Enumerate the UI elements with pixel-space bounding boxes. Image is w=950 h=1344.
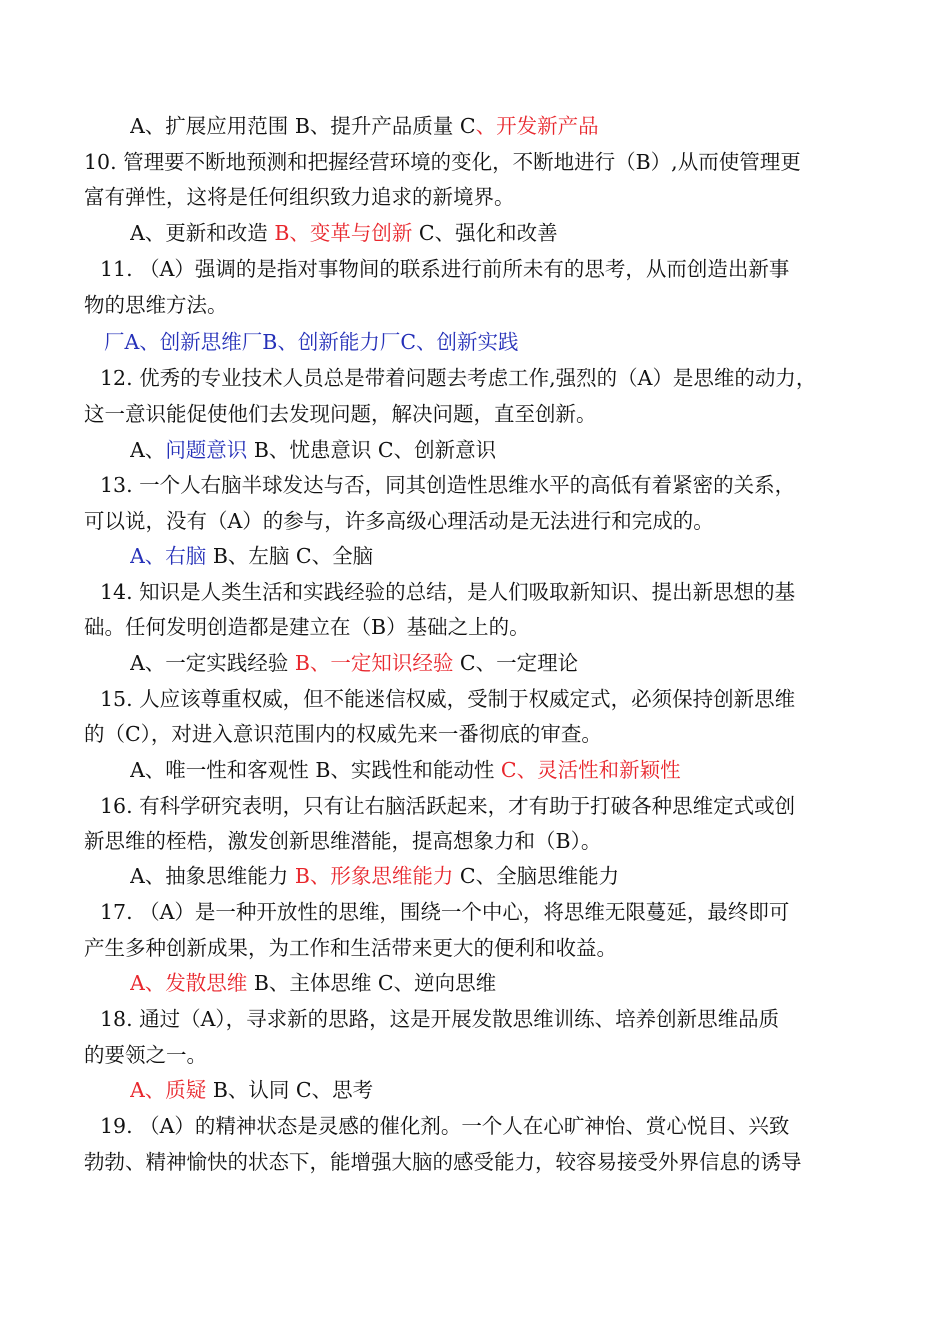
q12-options: A、问题意识 B、忧患意识 C、创新意识 (130, 438, 497, 462)
q14-stem-line-2: 础。任何发明创造都是建立在（B）基础之上的。 (84, 615, 530, 639)
q13-options: A、右脑 B、左脑 C、全脑 (130, 544, 374, 568)
q10-stem-line-1: 10. 管理要不断地预测和把握经营环境的变化，不断地进行（B）,从而使管理更 (84, 150, 801, 174)
q9-answer-option: 、开发新产品 (475, 114, 599, 138)
q19-stem-line-2: 勃勃、精神愉快的状态下，能增强大脑的感受能力，较容易接受外界信息的诱导 (84, 1150, 802, 1174)
q18-options: A、质疑 B、认同 C、思考 (130, 1078, 374, 1102)
q16-answer-option: B、形象思维能力 (294, 864, 454, 888)
q9-options-text: A、扩展应用范围 B、提升产品质量 C (130, 114, 476, 138)
q13-stem-line-1: 13. 一个人右脑半球发达与否，同其创造性思维水平的高低有着紧密的关系， (100, 473, 796, 497)
q17-options: A、发散思维 B、主体思维 C、逆向思维 (130, 971, 497, 995)
q12-answer-option: 问题意识 (165, 438, 248, 462)
q15-stem-line-1: 15. 人应该尊重权威，但不能迷信权威，受制于权威定式，必须保持创新思维 (100, 687, 796, 711)
q10-options: A、更新和改造 B、变革与创新 C、强化和改善 (130, 221, 558, 245)
q17-stem-line-1: 17. （A）是一种开放性的思维，围绕一个中心，将思维无限蔓延，最终即可 (100, 900, 790, 924)
q15-options: A、唯一性和客观性 B、实践性和能动性 C、灵活性和新颖性 (130, 758, 681, 782)
q13-stem-line-2: 可以说，没有（A）的参与，许多高级心理活动是无法进行和完成的。 (84, 509, 714, 533)
q18-stem-line-2: 的要领之一。 (84, 1043, 207, 1067)
q19-stem-line-1: 19. （A）的精神状态是灵感的催化剂。一个人在心旷神怡、赏心悦目、兴致 (100, 1114, 790, 1138)
q16-stem-line-1: 16. 有科学研究表明，只有让右脑活跃起来，才有助于打破各种思维定式或创 (100, 794, 796, 818)
q13-answer-option: A、右脑 (130, 544, 207, 568)
q12-stem-line-2: 这一意识能促使他们去发现问题，解决问题，直至创新。 (84, 402, 597, 426)
q17-answer-option: A、发散思维 (130, 971, 248, 995)
q11-options: 厂A、创新思维厂B、创新能力厂C、创新实践 (104, 330, 519, 354)
q14-options: A、一定实践经验 B、一定知识经验 C、一定理论 (130, 651, 579, 675)
q9-options (130, 111, 920, 141)
q12-stem-line-1: 12. 优秀的专业技术人员总是带着问题去考虑工作,强烈的（A）是思维的动力， (100, 366, 817, 390)
q15-answer-option: C、灵活性和新颖性 (500, 758, 681, 782)
q18-stem-line-1: 18. 通过（A），寻求新的思路，这是开展发散思维训练、培养创新思维品质 (100, 1007, 780, 1031)
q16-options: A、抽象思维能力 B、形象思维能力 C、全脑思维能力 (130, 864, 620, 888)
q11-stem-line-2: 物的思维方法。 (84, 293, 228, 317)
q11-stem-line-1: 11. （A）强调的是指对事物间的联系进行前所未有的思考，从而创造出新事 (100, 257, 790, 281)
q14-answer-option: B、一定知识经验 (294, 651, 454, 675)
q14-stem-line-1: 14. 知识是人类生活和实践经验的总结，是人们吸取新知识、提出新思想的基 (100, 580, 796, 604)
q16-stem-line-2: 新思维的桎梏，激发创新思维潜能，提高想象力和（B）。 (84, 829, 602, 853)
q17-stem-line-2: 产生多种创新成果，为工作和生活带来更大的便利和收益。 (84, 936, 617, 960)
q10-answer-option: B、变革与创新 (274, 221, 413, 245)
q10-stem-line-2: 富有弹性，这将是任何组织致力追求的新境界。 (84, 185, 515, 209)
q15-stem-line-2: 的（C），对进入意识范围内的权威先来一番彻底的审查。 (84, 722, 602, 746)
q18-answer-option: A、质疑 (130, 1078, 207, 1102)
